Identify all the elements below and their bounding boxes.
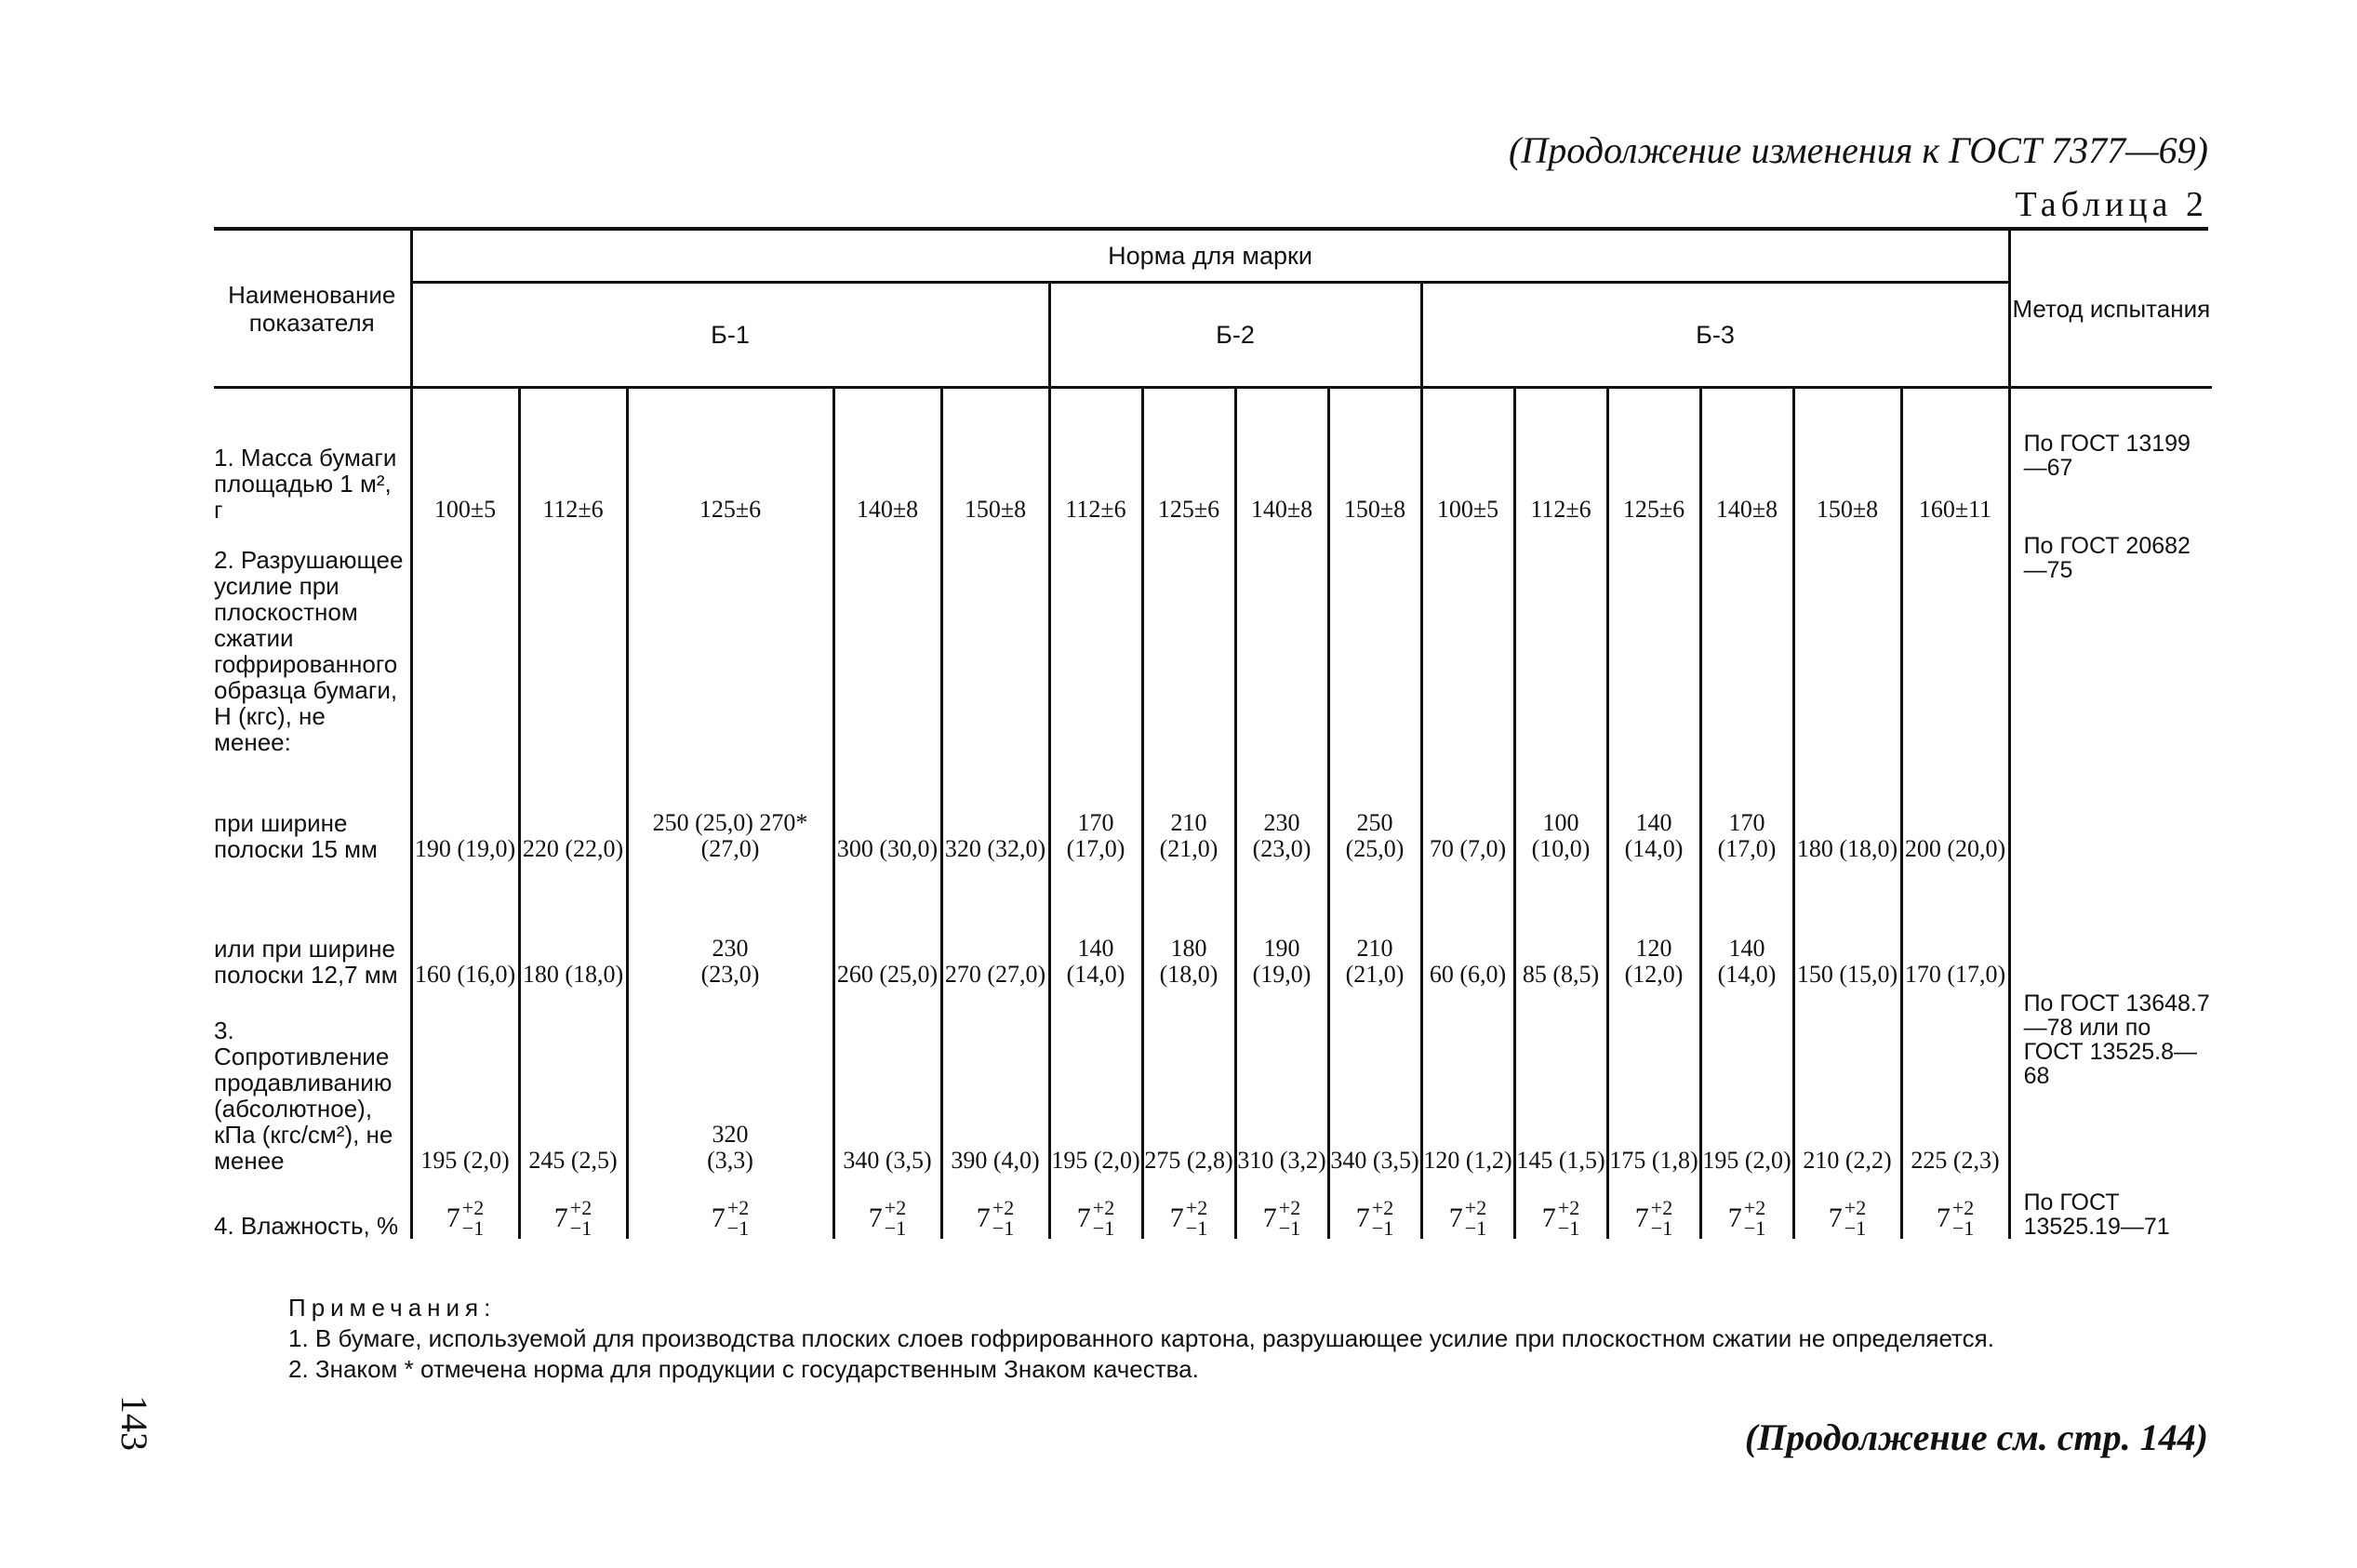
moisture-base: 7 [1448,1202,1463,1233]
value-cell: 250 (25,0) [1328,755,1421,862]
moisture-cell [941,1174,1049,1239]
page-number: 143 [113,1395,155,1451]
value-cell: 150±8 [1793,388,1901,523]
moisture-value [1262,1195,1301,1240]
moisture-upper: +2 [461,1195,485,1219]
value-cell: 210 (21,0) [1328,862,1421,988]
moisture-base: 7 [976,1202,991,1233]
value-cell: 300 (30,0) [833,755,941,862]
value-cell: 390 (4,0) [941,988,1049,1174]
moisture-base: 7 [1936,1202,1951,1233]
moisture-cell [1049,1174,1142,1239]
moisture-upper: +2 [1185,1195,1208,1219]
value-cell: 210 (2,2) [1793,988,1901,1174]
moisture-upper: +2 [1743,1195,1766,1219]
value-cell: 125±6 [1607,388,1700,523]
moisture-base: 7 [868,1202,883,1233]
value-cell: 60 (6,0) [1421,862,1514,988]
moisture-tolerance [569,1195,593,1240]
norms-table [214,231,2212,1239]
value-cell: 125±6 [1142,388,1235,523]
value-cell: 275 (2,8) [1142,988,1235,1174]
grade-b2: Б-2 [1049,283,1421,388]
value-cell: 112±6 [519,388,627,523]
row-label-mass: 1. Масса бумаги площадью 1 м², г [214,443,397,524]
moisture-upper: +2 [1278,1195,1301,1219]
value-cell: 100±5 [1421,388,1514,523]
moisture-lower: −1 [726,1216,750,1240]
moisture-base: 7 [1262,1202,1277,1233]
moisture-upper: +2 [1371,1195,1394,1219]
moisture-upper: +2 [992,1195,1015,1219]
table-label: Таблица 2 [2015,185,2208,224]
moisture-tolerance [884,1195,907,1240]
value-cell: 310 (3,2) [1235,988,1328,1174]
moisture-cell [1607,1174,1700,1239]
row-label-moisture: 4. Влажность, % [214,1211,399,1240]
moisture-upper: +2 [1092,1195,1115,1219]
value-cell: 245 (2,5) [519,988,627,1174]
continuation-header: (Продолжение изменения к ГОСТ 7377—69) [1509,129,2208,171]
value-cell: 150±8 [941,388,1049,523]
moisture-lower: −1 [1185,1216,1208,1240]
value-cell: 190 (19,0) [411,755,519,862]
moisture-base: 7 [1076,1202,1091,1233]
value-cell: 140 (14,0) [1049,862,1142,988]
value-cell: 170 (17,0) [1901,862,2009,988]
moisture-upper: +2 [884,1195,907,1219]
value-cell: 70 (7,0) [1421,755,1514,862]
method-cell: По ГОСТ 20682—75 [2009,523,2212,755]
value-cell: 210 (21,0) [1142,755,1235,862]
moisture-tolerance [1557,1195,1580,1240]
value-cell: 340 (3,5) [833,988,941,1174]
moisture-tolerance [992,1195,1015,1240]
value-cell: 180 (18,0) [1793,755,1901,862]
continuation-footer: (Продолжение см. стр. 144) [1744,1416,2208,1458]
moisture-value [1448,1195,1487,1240]
moisture-value [446,1195,485,1240]
value-cell: 180 (18,0) [1142,862,1235,988]
moisture-value [1076,1195,1115,1240]
moisture-upper: +2 [1557,1195,1580,1219]
value-cell: 100±5 [411,388,519,523]
row-label-burst: 3. Сопротивление продавливанию (абсолютное), кПа (кгс/см²), не менее [214,1016,393,1175]
moisture-tolerance [1185,1195,1208,1240]
moisture-value [1727,1195,1766,1240]
value-cell: 260 (25,0) [833,862,941,988]
col-header-norma: Норма для марки [411,231,2009,283]
moisture-upper: +2 [1844,1195,1867,1219]
method-cell: По ГОСТ 13525.19—71 [2009,1174,2212,1239]
moisture-value [976,1195,1015,1240]
value-cell: 230 (23,0) [1235,755,1328,862]
moisture-lower: −1 [1557,1216,1580,1240]
moisture-value [1634,1195,1673,1240]
moisture-base: 7 [1828,1202,1843,1233]
value-cell: 160±11 [1901,388,2009,523]
moisture-value [868,1195,907,1240]
value-cell: 125±6 [627,388,833,523]
moisture-tolerance [1464,1195,1487,1240]
moisture-value [553,1195,593,1240]
moisture-lower: −1 [1951,1216,1975,1240]
moisture-value [1936,1195,1975,1240]
value-cell: 140 (14,0) [1607,755,1700,862]
moisture-upper: +2 [1951,1195,1975,1219]
table-row [214,862,2212,988]
moisture-tolerance [1650,1195,1673,1240]
value-cell: 200 (20,0) [1901,755,2009,862]
value-cell: 140±8 [1700,388,1793,523]
value-cell: 195 (2,0) [1700,988,1793,1174]
value-cell: 140±8 [1235,388,1328,523]
value-cell: 320 (3,3) [627,988,833,1174]
moisture-cell [411,1174,519,1239]
moisture-lower: −1 [1844,1216,1867,1240]
value-cell: 150 (15,0) [1793,862,1901,988]
table-row [214,388,2212,523]
value-cell: 100 (10,0) [1514,755,1607,862]
value-cell: 180 (18,0) [519,862,627,988]
moisture-base: 7 [1169,1202,1184,1233]
moisture-cell [1142,1174,1235,1239]
value-cell: 170 (17,0) [1700,755,1793,862]
row-label-crush: 2. Разрушающее усилие при плоскостном сжатии гофрированного образца бумаги, Н (кгс), не менее: [214,545,404,756]
moisture-lower: −1 [1743,1216,1766,1240]
moisture-cell [627,1174,833,1239]
moisture-lower: −1 [1371,1216,1394,1240]
moisture-upper: +2 [1464,1195,1487,1219]
moisture-tolerance [1844,1195,1867,1240]
moisture-lower: −1 [1650,1216,1673,1240]
moisture-lower: −1 [992,1216,1015,1240]
moisture-cell [1235,1174,1328,1239]
value-cell: 195 (2,0) [411,988,519,1174]
value-cell: 250 (25,0) 270* (27,0) [627,755,833,862]
moisture-cell [1700,1174,1793,1239]
value-cell: 145 (1,5) [1514,988,1607,1174]
method-cell: По ГОСТ 13648.7—78 или по ГОСТ 13525.8—68 [2009,988,2212,1174]
value-cell: 195 (2,0) [1049,988,1142,1174]
moisture-lower: −1 [461,1216,485,1240]
moisture-tolerance [1951,1195,1975,1240]
moisture-cell [1514,1174,1607,1239]
notes-title: Примечания: [288,1294,497,1322]
grade-b1: Б-1 [411,283,1049,388]
moisture-cell [519,1174,627,1239]
value-cell: 320 (32,0) [941,755,1049,862]
moisture-lower: −1 [569,1216,593,1240]
value-cell: 120 (1,2) [1421,988,1514,1174]
value-cell: 160 (16,0) [411,862,519,988]
value-cell: 225 (2,3) [1901,988,2009,1174]
moisture-tolerance [1371,1195,1394,1240]
moisture-value [1828,1195,1867,1240]
moisture-base: 7 [1355,1202,1370,1233]
moisture-lower: −1 [1092,1216,1115,1240]
value-cell: 85 (8,5) [1514,862,1607,988]
value-cell: 112±6 [1049,388,1142,523]
moisture-tolerance [461,1195,485,1240]
table-row [214,523,2212,755]
moisture-value [711,1195,750,1240]
value-cell: 140±8 [833,388,941,523]
value-cell: 270 (27,0) [941,862,1049,988]
moisture-cell [1901,1174,2009,1239]
value-cell: 230 (23,0) [627,862,833,988]
value-cell: 112±6 [1514,388,1607,523]
moisture-tolerance [1092,1195,1115,1240]
moisture-cell [1328,1174,1421,1239]
value-cell: 170 (17,0) [1049,755,1142,862]
col-header-name: Наименование показателя [214,231,411,388]
moisture-lower: −1 [884,1216,907,1240]
value-cell: 140 (14,0) [1700,862,1793,988]
moisture-value [1541,1195,1580,1240]
moisture-base: 7 [711,1202,726,1233]
moisture-lower: −1 [1278,1216,1301,1240]
method-cell: По ГОСТ 13199—67 [2009,388,2212,523]
moisture-upper: +2 [1650,1195,1673,1219]
col-header-method: Метод испытания [2009,231,2212,388]
moisture-value [1355,1195,1394,1240]
value-cell: 120 (12,0) [1607,862,1700,988]
note-item: 2. Знаком * отмечена норма для продукции с государственным Знаком качества. [288,1355,1199,1383]
moisture-upper: +2 [726,1195,750,1219]
value-cell: 220 (22,0) [519,755,627,862]
grade-b3: Б-3 [1421,283,2009,388]
moisture-value [1169,1195,1208,1240]
moisture-tolerance [726,1195,750,1240]
row-label-15mm: при ширине полоски 15 мм [214,808,378,863]
moisture-tolerance [1743,1195,1766,1240]
moisture-base: 7 [1541,1202,1556,1233]
table-row [214,755,2212,862]
moisture-cell [833,1174,941,1239]
notes [214,1293,2208,1385]
moisture-cell [1793,1174,1901,1239]
moisture-base: 7 [1727,1202,1742,1233]
moisture-base: 7 [1634,1202,1649,1233]
moisture-base: 7 [446,1202,460,1233]
value-cell: 150±8 [1328,388,1421,523]
moisture-upper: +2 [569,1195,593,1219]
moisture-tolerance [1278,1195,1301,1240]
value-cell: 190 (19,0) [1235,862,1328,988]
value-cell: 340 (3,5) [1328,988,1421,1174]
table-row [214,988,2212,1174]
table-row [214,1174,2212,1239]
moisture-lower: −1 [1464,1216,1487,1240]
note-item: 1. В бумаге, используемой для производства плоских слоев гофрированного картона, разрушающее усилие при плоскостном сжатии не определяется. [288,1324,1994,1352]
moisture-base: 7 [553,1202,568,1233]
row-label-12-7mm: или при ширине полоски 12,7 мм [214,934,398,989]
value-cell: 175 (1,8) [1607,988,1700,1174]
moisture-cell [1421,1174,1514,1239]
